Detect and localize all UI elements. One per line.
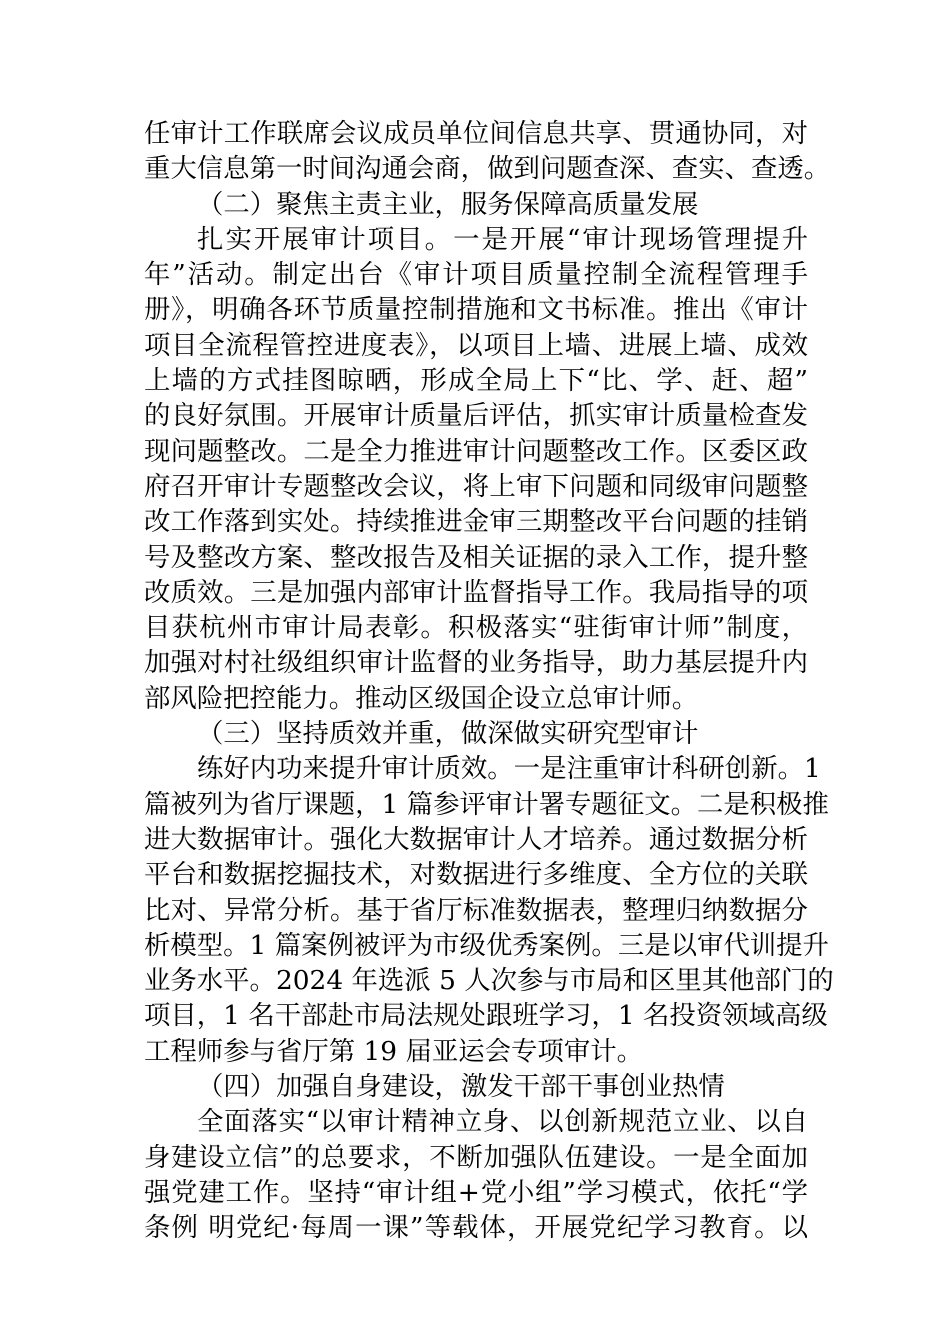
paragraph-line: 加强对村社级组织审计监督的业务指导，助力基层提升内 (144, 647, 808, 679)
paragraph-line: 号及整改方案、整改报告及相关证据的录入工作，提升整 (144, 541, 808, 573)
paragraph-line: 重大信息第一时间沟通会商，做到问题查深、查实、查透。 (144, 153, 831, 185)
paragraph-line: 平台和数据挖掘技术，对数据进行多维度、全方位的关联 (144, 859, 808, 891)
paragraph-line: 年”活动。制定出台《审计项目质量控制全流程管理手 (144, 259, 808, 291)
paragraph-line: 析模型。1 篇案例被评为市级优秀案例。三是以审代训提升 (144, 929, 829, 961)
paragraph-line: 现问题整改。二是全力推进审计问题整改工作。区委区政 (144, 435, 808, 467)
paragraph-line: 项目，1 名干部赴市局法规处跟班学习，1 名投资领域高级 (144, 1000, 828, 1032)
paragraph-line: 练好内功来提升审计质效。一是注重审计科研创新。1 (197, 753, 821, 785)
document-body (144, 116, 834, 1246)
paragraph-line: 条例 明党纪·每周一课”等载体，开展党纪学习教育。以 (144, 1212, 808, 1244)
paragraph-line: 比对、异常分析。基于省厅标准数据表，整理归纳数据分 (144, 894, 808, 926)
paragraph-line: 扎实开展审计项目。一是开展“审计现场管理提升 (197, 223, 808, 255)
paragraph-line: 业务水平。2024 年选派 5 人次参与市局和区里其他部门的 (144, 965, 834, 997)
paragraph-line: 册》，明确各环节质量控制措施和文书标准。推出《审计 (144, 294, 808, 326)
paragraph-line: 篇被列为省厅课题，1 篇参评审计署专题征文。二是积极推 (144, 788, 829, 820)
paragraph-line: 部风险把控能力。推动区级国企设立总审计师。 (144, 682, 699, 714)
paragraph-line: 工程师参与省厅第 19 届亚运会专项审计。 (144, 1035, 643, 1067)
paragraph-line: 全面落实“以审计精神立身、以创新规范立业、以自 (197, 1106, 808, 1138)
paragraph-line: 上墙的方式挂图晾晒，形成全局上下“比、学、赶、超” (144, 365, 808, 397)
section-heading: （二）聚焦主责主业，服务保障高质量发展 (197, 188, 699, 220)
paragraph-line: 进大数据审计。强化大数据审计人才培养。通过数据分析 (144, 823, 808, 855)
section-heading: （四）加强自身建设，激发干部干事创业热情 (197, 1071, 725, 1103)
paragraph-line: 项目全流程管控进度表》，以项目上墙、进展上墙、成效 (144, 329, 808, 361)
paragraph-line: 的良好氛围。开展审计质量后评估，抓实审计质量检查发 (144, 400, 808, 432)
paragraph-line: 改质效。三是加强内部审计监督指导工作。我局指导的项 (144, 576, 808, 608)
paragraph-line: 强党建工作。坚持“审计组+党小组”学习模式，依托“学 (144, 1176, 808, 1208)
paragraph-line: 府召开审计专题整改会议，将上审下问题和同级审问题整 (144, 470, 808, 502)
paragraph-line: 改工作落到实处。持续推进金审三期整改平台问题的挂销 (144, 506, 808, 538)
paragraph-line: 身建设立信”的总要求，不断加强队伍建设。一是全面加 (144, 1141, 808, 1173)
paragraph-line: 任审计工作联席会议成员单位间信息共享、贯通协同，对 (144, 118, 808, 149)
paragraph-line: 目获杭州市审计局表彰。积极落实“驻街审计师”制度， (144, 612, 808, 644)
section-heading: （三）坚持质效并重，做深做实研究型审计 (197, 718, 699, 750)
